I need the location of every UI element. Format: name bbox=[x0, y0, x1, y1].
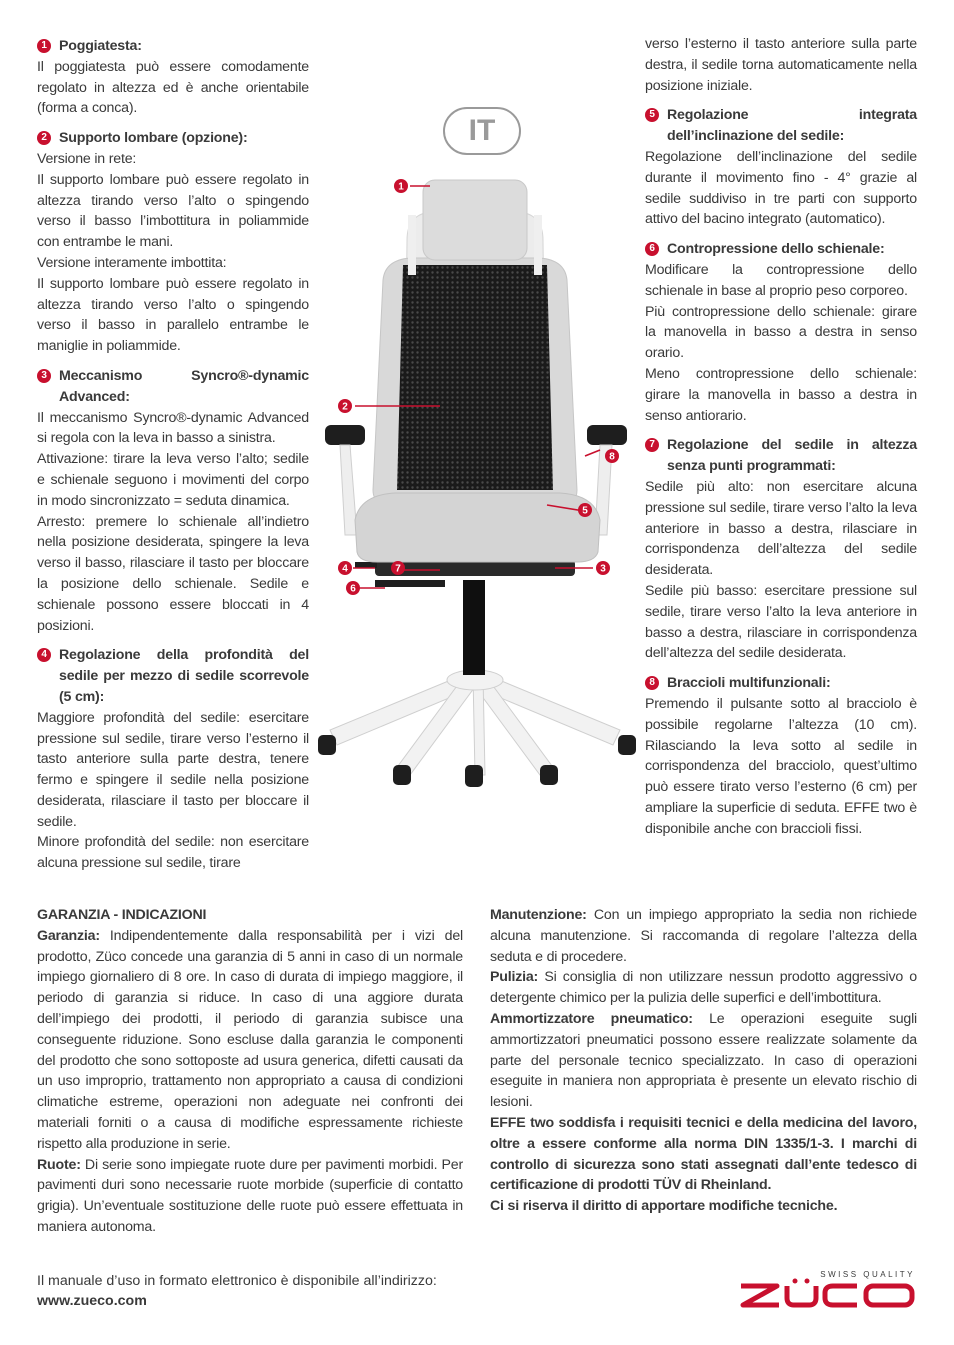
svg-text:4: 4 bbox=[342, 563, 348, 575]
footer-text: Il manuale d’uso in formato elettronico è disponibile all’indirizzo: bbox=[37, 1273, 437, 1289]
svg-text:2: 2 bbox=[342, 401, 348, 413]
section-body: Il meccanismo Syncro®-dynamic Advanced si regola con la leva in basso a sinistra. Attivazione: tirare la leva verso l’alto; sedile e schienale seguono i movimenti del corpo in modo sincronizzato = seduta dinamica. Arresto: premere lo schienale all’indietro nella posizione desiderata, spingere la leva verso il basso, rilasciare il tasto per bloccare la posizione dello schienale. Sedile e schienale possono essere bloccati in 4 posizioni. bbox=[37, 409, 309, 634]
section-6 bbox=[645, 239, 917, 426]
number-badge: 6 bbox=[645, 242, 659, 256]
svg-text:7: 7 bbox=[395, 563, 401, 575]
section-4-continuation bbox=[645, 34, 917, 96]
logo-tagline: SWISS QUALITY bbox=[820, 1270, 915, 1279]
garanzia-text: Indipendentemente dalla responsabilità per i vizi del prodotto, Züco concede una garanzia di 5 anni in caso di un normale impiego giornaliero di 8 ore. In caso di durata di impiego maggiore, il periodo di garanzia si riduce. In caso di una aggiore durata dell’impiego dei prodotti, il periodo di garanzia subisce una conseguente riduzione. Sono escluse dalla garanzia le componenti del prodotto che sono sottoposte ad usura generica, difetti causati da un uso improprio, trattamento non appropriato a causa di condizioni climatiche estreme, operazioni non adeguate nei confronti dei materiali forniti o a causa di modifiche espressamente richieste rispetto alla produzione in serie. bbox=[37, 927, 463, 1152]
right-column bbox=[645, 34, 917, 848]
number-badge: 7 bbox=[645, 438, 659, 452]
section-body: Sedile più alto: non esercitare alcuna pressione sul sedile, tirare verso l’alto la leva anteriore in basso a destra, rilasciare in corrispondenza dell’altezza del sedile desiderata. Sedile più basso: esercitare pressione sul sedile, tirare verso l’alto la leva anteriore in basso a destra, rilasciare in corrispondenza dell’altezza del sedile desiderata. bbox=[645, 478, 917, 662]
website-link[interactable]: www.zueco.com bbox=[37, 1293, 147, 1309]
section-title: Supporto lombare (opzione): bbox=[59, 130, 248, 147]
svg-text:3: 3 bbox=[600, 563, 606, 575]
section-8 bbox=[645, 673, 917, 839]
number-badge: 2 bbox=[37, 131, 51, 145]
gas-column bbox=[463, 580, 485, 675]
maintenance-block bbox=[490, 905, 917, 1217]
section-body: Regolazione dell’inclinazione del sedile durante il movimento fino - 4° grazie al sedile suddiviso in tre parti con supporto attivo del bacino integrato (automatico). bbox=[645, 148, 917, 228]
number-badge: 4 bbox=[37, 648, 51, 662]
logo-brand: ZÜCO bbox=[737, 1268, 740, 1269]
ruote-label: Ruote: bbox=[37, 1156, 81, 1173]
pulizia-label: Pulizia: bbox=[490, 969, 539, 986]
section-7 bbox=[645, 435, 917, 664]
callout-6 bbox=[346, 581, 360, 595]
ammortizzatore-label: Ammortizzatore pneumatico: bbox=[490, 1010, 693, 1027]
section-2 bbox=[37, 128, 309, 357]
section-title: Braccioli multifunzionali: bbox=[667, 675, 831, 692]
pulizia-text: Si consiglia di non utilizzare nessun prodotto aggressivo o detergente chimico per la pulizia delle superfici e dell’imbottitura. bbox=[490, 969, 917, 1007]
callout-5 bbox=[578, 503, 592, 517]
section-1 bbox=[37, 36, 309, 119]
garanzia-label: Garanzia: bbox=[37, 927, 100, 944]
section-4 bbox=[37, 645, 309, 874]
svg-text:8: 8 bbox=[609, 451, 615, 463]
manutenzione-text: Con un impiego appropriato la sedia non richiede alcuna manutenzione. Si raccomanda di regolare l’altezza della seduta e di procedere. bbox=[490, 907, 917, 965]
section-title: Contropressione dello schienale: bbox=[667, 241, 885, 258]
left-column bbox=[37, 36, 309, 883]
callout-4 bbox=[338, 561, 352, 575]
section-body: Maggiore profondità del sedile: esercitare pressione sul sedile, tirare verso l’esterno il tasto anteriore sulla parte destra, tenere fermo e spingere il sedile nella posizione desiderata, rilasciare il tasto per bloccare il sedile. Minore profondità del sedile: non esercitare alcuna pressione sul sedile, tirare bbox=[37, 709, 309, 872]
callout-2 bbox=[338, 399, 352, 413]
section-body: Premendo il pulsante sotto al bracciolo è possibile regolarne l’altezza (10 cm). Rilasciando la leva sotto al sedile in corrispondenza del bracciolo, quest’ultimo può essere tirato verso l’esterno (6 cm) per ampliare la superficie di seduta. EFFE two è disponibile anche con braccioli fissi. bbox=[645, 695, 917, 837]
reserve-statement: Ci si riserva il diritto di apportare modifiche tecniche. bbox=[490, 1198, 838, 1215]
zueco-logo bbox=[737, 1268, 917, 1310]
chair-illustration bbox=[315, 160, 640, 890]
headrest bbox=[423, 180, 527, 260]
svg-text:5: 5 bbox=[582, 505, 588, 517]
ruote-paragraph bbox=[37, 1155, 463, 1238]
svg-text:6: 6 bbox=[350, 583, 356, 595]
section-body: Il poggiatesta può essere comodamente regolato in altezza ed è anche orientabile (forma a conca). bbox=[37, 58, 309, 117]
callout-8 bbox=[605, 449, 619, 463]
number-badge: 3 bbox=[37, 369, 51, 383]
language-badge: IT bbox=[443, 107, 521, 155]
chair-base bbox=[330, 670, 620, 775]
section-body: verso l’esterno il tasto anteriore sulla parte destra, il sedile torna automaticamente nella posizione iniziale. bbox=[645, 36, 917, 94]
warranty-paragraph bbox=[37, 926, 463, 1155]
warranty-block bbox=[37, 905, 463, 1238]
number-badge: 8 bbox=[645, 676, 659, 690]
section-5 bbox=[645, 105, 917, 230]
footer bbox=[37, 1271, 437, 1311]
seat bbox=[355, 493, 600, 562]
mesh-panel bbox=[397, 265, 553, 490]
section-title: Regolazione integrata dell’inclinazione del sedile: bbox=[667, 107, 917, 145]
callout-7 bbox=[391, 561, 405, 575]
svg-text:1: 1 bbox=[398, 181, 404, 193]
section-title: Meccanismo Syncro®-dynamic Advanced: bbox=[59, 367, 309, 405]
section-title: Regolazione del sedile in altezza senza punti programmati: bbox=[667, 437, 917, 475]
number-badge: 5 bbox=[645, 108, 659, 122]
manutenzione-label: Manutenzione: bbox=[490, 907, 587, 923]
section-title: Poggiatesta: bbox=[59, 38, 142, 54]
section-3 bbox=[37, 366, 309, 636]
ruote-text: Di serie sono impiegate ruote dure per pavimenti morbidi. Per pavimenti duri sono necessarie ruote morbide (superficie di contatto grigia). Un’eventuale sostituzione delle ruote può essere effettuata in maniera autonoma. bbox=[37, 1156, 463, 1235]
section-title: Regolazione della profondità del sedile per mezzo di sedile scorrevole (5 cm): bbox=[59, 647, 309, 705]
ammortizzatore-text: Le operazioni eseguite sugli ammortizzatori pneumatici possono essere realizzate solamente da parte del personale tecnico specializzato. In caso di operazioni eseguite in maniera non appropriata è presente un elevato rischio di lesioni. bbox=[490, 1010, 918, 1111]
warranty-heading: GARANZIA - INDICAZIONI bbox=[37, 907, 207, 923]
section-body: Versione in rete: Il supporto lombare può essere regolato in altezza tirando verso l’alto o spingendo verso il basso l’imbottitura in poliammide con entrambe le mani. Versione interamente imbottita: Il supporto lombare può essere regolato in altezza tirando verso l’alto o spingendo verso il basso in parallelo entrambe le maniglie in poliammide. bbox=[37, 150, 309, 355]
number-badge: 1 bbox=[37, 39, 51, 53]
callout-3 bbox=[596, 561, 610, 575]
section-body: Modificare la contropressione dello schienale in base al proprio peso corporeo. Più contropressione dello schienale: girare la manovella in basso a destra in senso orario. Meno contropressione dello schienale: girare la manovella in basso a destra in senso antiorario. bbox=[645, 261, 917, 424]
callout-1 bbox=[394, 179, 408, 193]
compliance-statement: EFFE two soddisfa i requisiti tecnici e della medicina del lavoro, oltre a essere conforme alla norma DIN 1335/1-3. I marchi di controllo di sicurezza sono stati assegnati dall’ente tedesco di certificazione di prodotti TÜV di Rheinland. bbox=[490, 1114, 917, 1194]
